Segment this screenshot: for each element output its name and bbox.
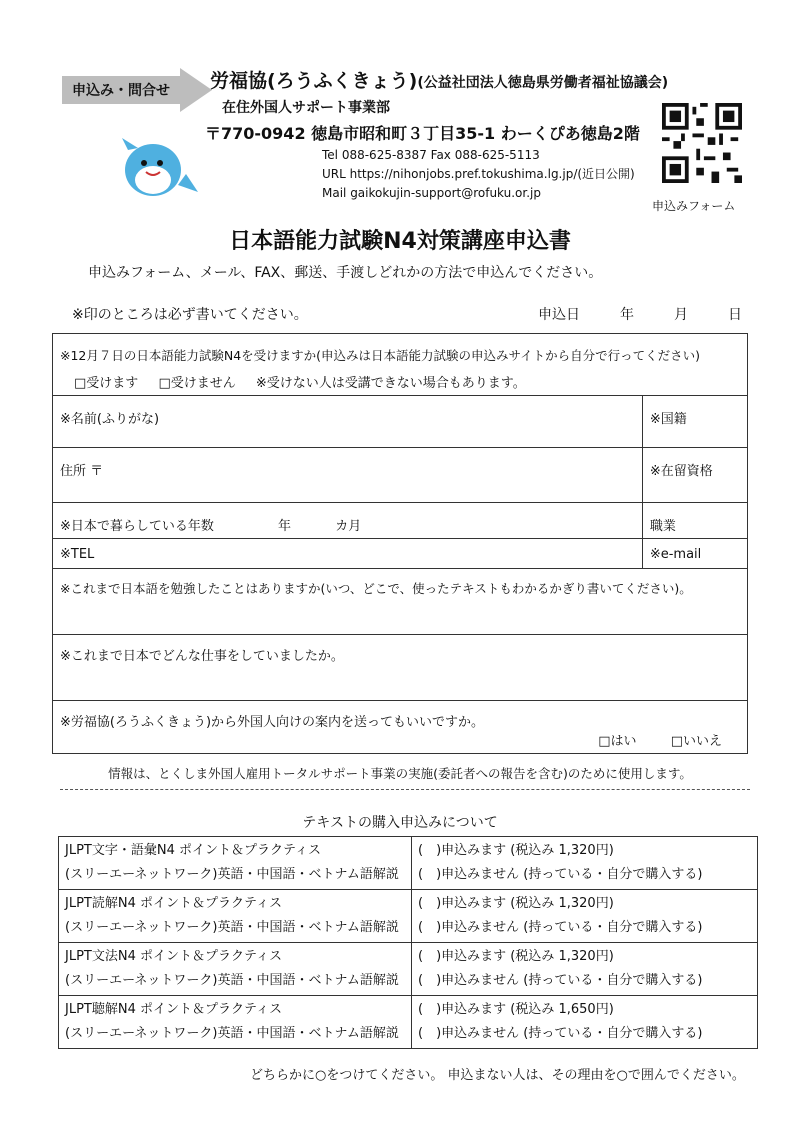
book-info	[59, 837, 412, 890]
book-info	[59, 996, 412, 1049]
books-title: テキストの購入申込みについて	[302, 815, 498, 831]
study-history-field[interactable]: ※これまで日本語を勉強したことはありますか(いつ、どこで、使ったテキストもわかるかぎり書いてください)。	[53, 569, 748, 635]
org-name	[210, 66, 668, 93]
buy-option[interactable]: ( )申込みます (税込み 1,320円)	[418, 949, 614, 964]
no-buy-option[interactable]: ( )申込みません (持っている・自分で購入する)	[418, 973, 703, 988]
book-row	[59, 837, 758, 890]
book-publisher: (スリーエーネットワーク)英語・中国語・ベトナム語解説	[65, 920, 399, 935]
info-yes-checkbox[interactable]: □はい	[598, 734, 637, 749]
required-note: ※印のところは必ず書いてください。	[72, 307, 308, 323]
address: 〒770-0942 徳島市昭和町３丁目35-1 わーくぴあ徳島2階	[205, 124, 640, 143]
divider	[60, 789, 750, 790]
mail[interactable]: Mail gaikokujin-support@rofuku.or.jp	[322, 186, 541, 200]
tel-field[interactable]: ※TEL	[53, 539, 643, 569]
no-buy-option[interactable]: ( )申込みません (持っている・自分で購入する)	[418, 920, 703, 935]
info-usage-note: 情報は、とくしま外国人雇用トータルサポート事業の実施(委託者への報告を含む)のために使用します。	[108, 766, 692, 781]
months-unit: カ月	[335, 519, 362, 534]
book-name: JLPT読解N4 ポイント＆プラクティス	[65, 896, 282, 911]
jlpt-question: ※12月７日の日本語能力試験N4を受けますか(申込みは日本語能力試験の申込みサイトから自分で行ってください)	[60, 348, 701, 363]
intro-text: 申込みフォーム、メール、FAX、郵送、手渡しどれかの方法で申込んでください。	[88, 265, 603, 281]
jlpt-warning: ※受けない人は受講できない場合もあります。	[255, 376, 526, 391]
book-publisher: (スリーエーネットワーク)英語・中国語・ベトナム語解説	[65, 973, 399, 988]
buy-option[interactable]: ( )申込みます (税込み 1,320円)	[418, 843, 614, 858]
department: 在住外国人サポート事業部	[222, 100, 390, 116]
tel-fax: Tel 088-625-8387 Fax 088-625-5113	[322, 148, 540, 162]
book-info	[59, 890, 412, 943]
book-name: JLPT聴解N4 ポイント＆プラクティス	[65, 1002, 282, 1017]
book-publisher: (スリーエーネットワーク)英語・中国語・ベトナム語解説	[65, 1026, 399, 1041]
years-in-japan-field[interactable]	[53, 503, 643, 539]
book-name: JLPT文字・語彙N4 ポイント＆プラクティス	[65, 843, 321, 858]
contact-info	[322, 146, 635, 203]
book-row	[59, 943, 758, 996]
date-label: 申込日	[538, 307, 580, 323]
date-month: 月	[674, 307, 688, 323]
book-choice	[412, 943, 758, 996]
qr-label: 申込みフォーム	[652, 199, 736, 213]
job-field[interactable]: 職業	[642, 503, 747, 539]
book-name: JLPT文法N4 ポイント＆プラクティス	[65, 949, 282, 964]
date-year: 年	[620, 307, 634, 323]
org-full: (公益社団法人徳島県労働者福祉協議会)	[417, 75, 669, 91]
jlpt-yes-checkbox[interactable]: □受けます	[74, 376, 139, 391]
book-choice	[412, 996, 758, 1049]
book-info	[59, 943, 412, 996]
buy-option[interactable]: ( )申込みます (税込み 1,650円)	[418, 1002, 614, 1017]
url[interactable]: URL https://nihonjobs.pref.tokushima.lg.jp/(近日公開)	[322, 167, 635, 181]
info-no-checkbox[interactable]: □いいえ	[670, 734, 722, 749]
dolphin-mascot-icon	[98, 130, 208, 205]
info-consent-field	[53, 701, 748, 754]
years-unit: 年	[278, 519, 292, 534]
books-table	[58, 836, 758, 1049]
jlpt-no-checkbox[interactable]: □受けません	[158, 376, 236, 391]
page-title: 日本語能力試験N4対策講座申込書	[229, 229, 571, 254]
qr-code-icon[interactable]	[662, 103, 742, 183]
arrow-icon	[180, 68, 212, 112]
visa-status-field[interactable]: ※在留資格	[642, 448, 747, 503]
book-row	[59, 890, 758, 943]
work-history-field[interactable]: ※これまで日本でどんな仕事をしていましたか。	[53, 635, 748, 701]
contact-tag-label: 申込み・問合せ	[62, 76, 180, 104]
contact-tag	[62, 68, 212, 112]
info-question: ※労福協(ろうふくきょう)から外国人向けの案内を送ってもいいですか。	[60, 715, 485, 730]
jlpt-question-cell	[53, 334, 748, 396]
email-field[interactable]: ※e-mail	[642, 539, 747, 569]
book-choice	[412, 837, 758, 890]
buy-option[interactable]: ( )申込みます (税込み 1,320円)	[418, 896, 614, 911]
years-label: ※日本で暮らしている年数	[60, 519, 214, 534]
application-date	[538, 304, 742, 324]
book-row	[59, 996, 758, 1049]
book-choice	[412, 890, 758, 943]
book-publisher: (スリーエーネットワーク)英語・中国語・ベトナム語解説	[65, 867, 399, 882]
no-buy-option[interactable]: ( )申込みません (持っている・自分で購入する)	[418, 1026, 703, 1041]
name-field[interactable]: ※名前(ふりがな)	[53, 396, 643, 448]
nationality-field[interactable]: ※国籍	[642, 396, 747, 448]
no-buy-option[interactable]: ( )申込みません (持っている・自分で購入する)	[418, 867, 703, 882]
date-day: 日	[728, 307, 742, 323]
org-short: 労福協(ろうふくきょう)	[210, 70, 418, 92]
footer-note: どちらかに○をつけてください。 申込まない人は、その理由を○で囲んでください。	[250, 1068, 745, 1083]
address-field[interactable]: 住所 〒	[53, 448, 643, 503]
application-form	[52, 333, 748, 754]
